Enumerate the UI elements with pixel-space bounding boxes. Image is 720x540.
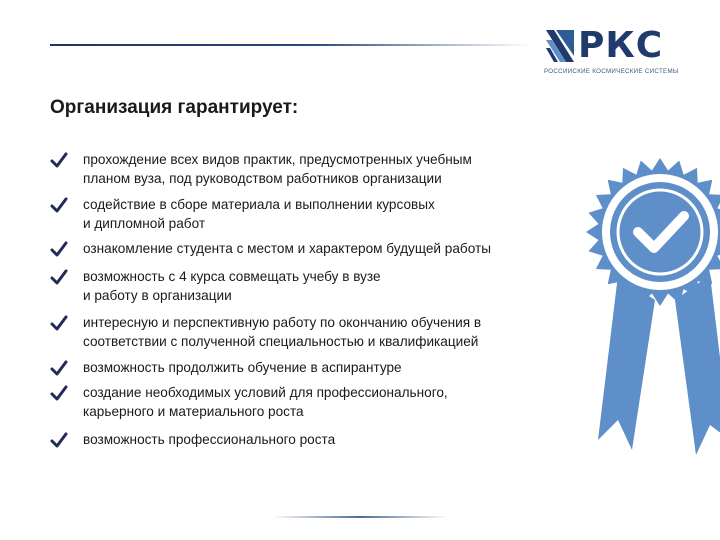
checkmark-icon [50, 269, 68, 285]
checkmark-icon [50, 197, 68, 213]
award-ribbon-badge-icon [560, 150, 720, 480]
checkmark-icon [50, 432, 68, 448]
list-item-text: возможность продолжить обучение в аспирантуре [83, 360, 402, 375]
list-item-text: возможность профессионального роста [83, 432, 336, 447]
header-divider [50, 44, 530, 46]
list-item-text: создание необходимых условий для профессионального, карьерного и материального роста [83, 385, 448, 419]
logo-stripes-icon [544, 26, 576, 66]
checkmark-icon [50, 315, 68, 331]
checkmark-icon [50, 385, 68, 401]
checkmark-icon [50, 152, 68, 168]
logo-subtitle: РОССИЙСКИЕ КОСМИЧЕСКИЕ СИСТЕМЫ [544, 68, 679, 75]
company-logo [544, 26, 684, 76]
checkmark-icon [50, 241, 68, 257]
list-item-text: ознакомление студента с местом и характером будущей работы [83, 241, 491, 256]
logo-wordmark: РКС [578, 25, 664, 66]
list-item-text: возможность с 4 курса совмещать учебу в вузе и работу в организации [83, 269, 381, 303]
list-item-text: интересную и перспективную работу по окончанию обучения в соответствии с полученной специальностью и квалификацией [83, 315, 482, 349]
list-item-text: прохождение всех видов практик, предусмотренных учебным планом вуза, под руководством работников организации [83, 152, 472, 186]
footer-divider [272, 516, 448, 518]
checkmark-icon [50, 360, 68, 376]
list-item-text: содействие в сборе материала и выполнении курсовых и дипломной работ [83, 197, 435, 231]
page-title: Организация гарантирует: [50, 97, 299, 118]
